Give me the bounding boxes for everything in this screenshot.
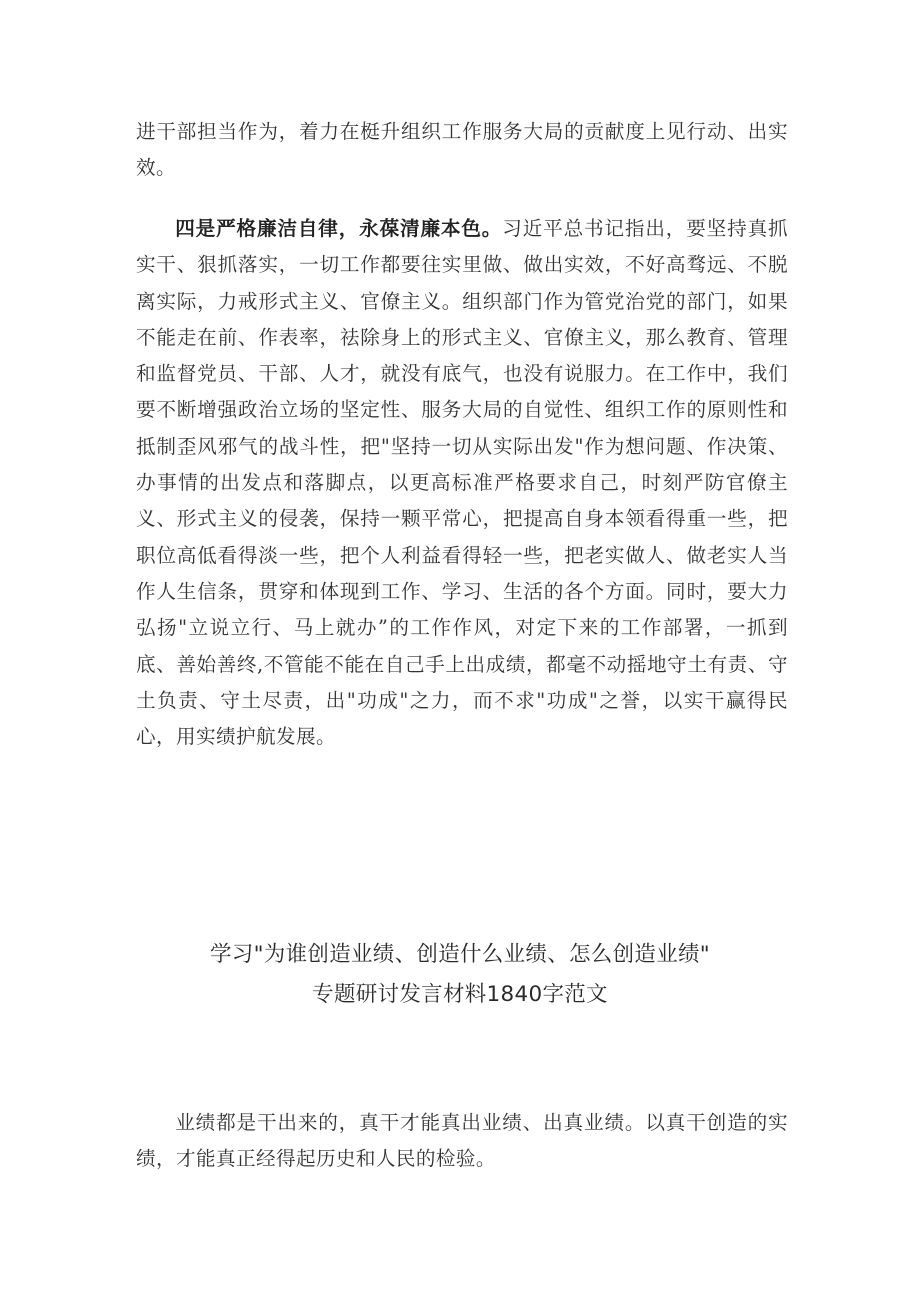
- paragraph-body: 习近平总书记指出，要坚持真抓实干、狠抓落实，一切工作都要往实里做、做出实效，不好高骛远、不脱离实际，力戒形式主义、官僚主义。组织部门作为管党治党的部门，如果不能走在前、作表率，祛除身上的形式主义、官僚主义，那么教育、管理和监督党员、干部、人才，就没有底气，也没有说服力。在工作中，我们要不断增强政治立场的坚定性、服务大局的自觉性、组织工作的原则性和抵制歪风邪气的战斗性，把"坚持一切从实际出发"作为想问题、作决策、办事情的出发点和落脚点，以更高标准严格要求自己，时刻严防官僚主义、形式主义的侵袭，保持一颗平常心，把提高自身本领看得重一些，把职位高低看得淡一些，把个人利益看得轻一些，把老实做人、做老实人当作人生信条，贯穿和体现到工作、学习、生活的各个方面。同时，要大力弘扬"立说立行、马上就办”的工作作风，对定下来的工作部署，一抓到底、善始善终,不管能不能在自己手上出成绩，都毫不动摇地守土有责、守土负责、守土尽责，出"功成"之力，而不求"功成"之誉，以实干赢得民心，用实绩护航发展。: [136, 217, 788, 749]
- paragraph-point-four: [136, 211, 788, 755]
- paragraph-intro: 业绩都是干出来的，真干才能真出业绩、出真业绩。以真干创造的实绩，才能真正经得起历史和人民的检验。: [136, 1111, 788, 1171]
- paragraph-lead-heading: 四是严格廉洁自律，永葆清廉本色。: [175, 217, 503, 240]
- paragraph-continuation: 进干部担当作为，着力在梃升组织工作服务大局的贡献度上见行动、出实效。: [136, 120, 788, 180]
- article-title-line-1: 学习"为谁创造业绩、创造什么业绩、怎么创造业绩": [210, 942, 710, 967]
- article-title-line-2: 专题研讨发言材料1840字范文: [312, 982, 608, 1007]
